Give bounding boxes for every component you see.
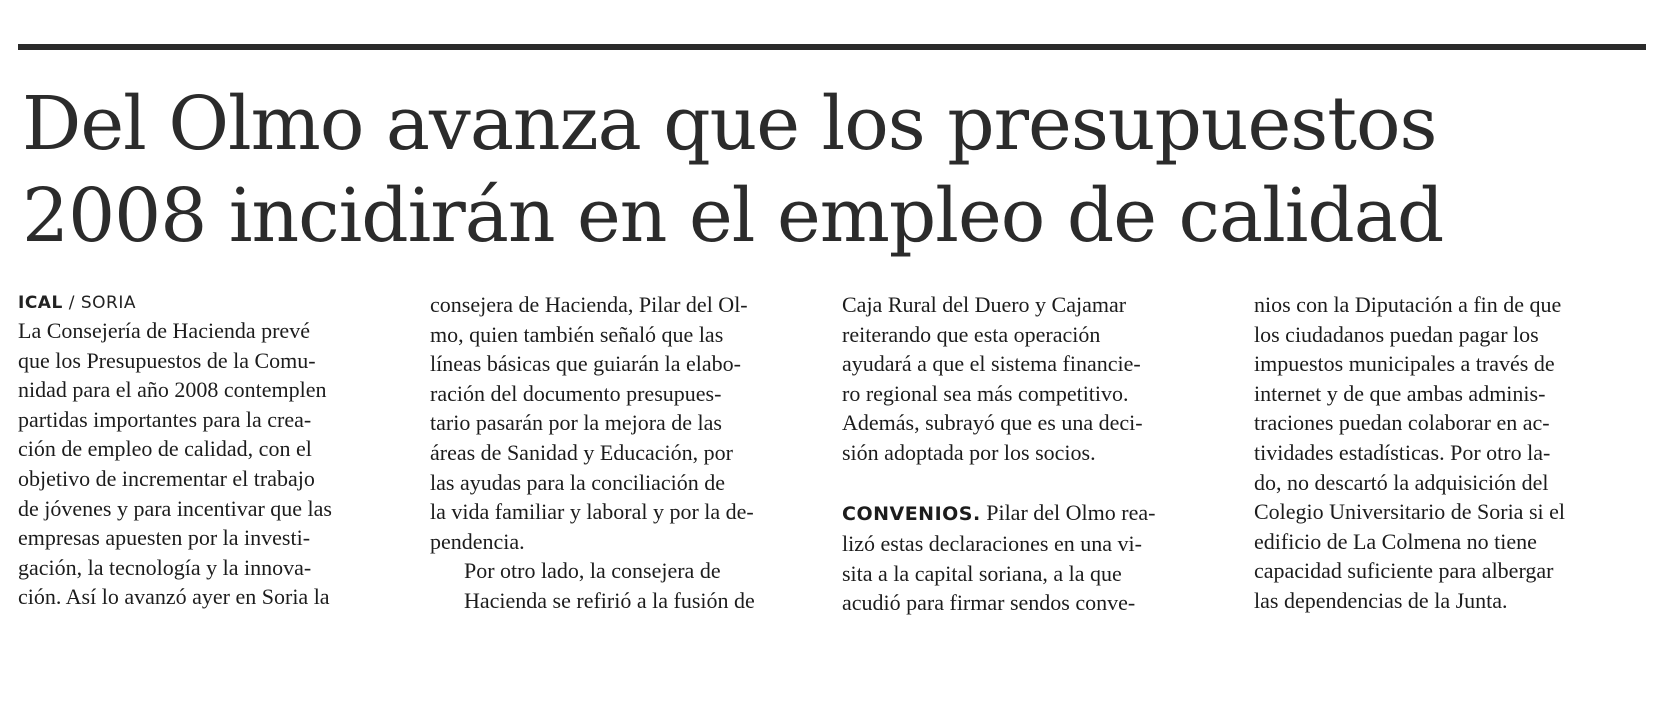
text-line: que los Presupuestos de la Comu- — [18, 347, 316, 373]
column-1-paragraph — [18, 316, 406, 612]
byline-agency: ICAL — [18, 293, 63, 313]
headline-line-1: Del Olmo avanza que los presupuestos — [22, 81, 1437, 167]
text-line: impuestos municipales a través de — [1254, 351, 1555, 377]
text-line: de jóvenes y para incentivar que las — [18, 495, 332, 521]
text-line: ayudará a que el sistema financie- — [842, 351, 1141, 377]
text-line: traciones puedan colaborar en ac- — [1254, 410, 1550, 436]
text-line: sita a la capital soriana, a la que — [842, 560, 1122, 586]
text-line: líneas básicas que guiarán la elabo- — [430, 351, 741, 377]
column-3-paragraph-2 — [842, 498, 1230, 618]
text-line: ración del documento presupues- — [430, 380, 722, 406]
byline — [18, 290, 406, 316]
column-1 — [18, 290, 406, 612]
text-line: Caja Rural del Duero y Cajamar — [842, 292, 1127, 317]
headline — [22, 78, 1642, 262]
text-line: Por otro lado, la consejera de — [464, 558, 721, 584]
text-line: Colegio Universitario de Soria si el — [1254, 499, 1565, 525]
column-2 — [430, 290, 818, 616]
text-line: acudió para firmar sendos conve- — [842, 590, 1136, 616]
text-line: capacidad suficiente para albergar — [1254, 558, 1554, 584]
headline-line-2: 2008 incidirán en el empleo de calidad — [22, 173, 1444, 259]
column-4 — [1254, 290, 1642, 616]
convenios-subhead: CONVENIOS. — [842, 502, 981, 525]
text-line: ción. Así lo avanzó ayer en Soria la — [18, 584, 330, 610]
text-line: internet y de que ambas adminis- — [1254, 380, 1546, 406]
text-line: reiterando que esta operación — [842, 321, 1101, 347]
text-line: áreas de Sanidad y Educación, por — [430, 439, 733, 465]
text-line: Hacienda se refirió a la fusión de — [464, 587, 755, 613]
text-line: ro regional sea más competitivo. — [842, 380, 1129, 406]
text-line: nidad para el año 2008 contemplen — [18, 377, 327, 403]
convenios-first-line — [842, 498, 1230, 530]
text-line: las ayudas para la conciliación de — [430, 469, 726, 495]
column-3 — [842, 290, 1230, 618]
text-line: do, no descartó la adquisición del — [1254, 469, 1549, 495]
text-line: pendencia. — [430, 528, 525, 554]
paragraph-gap — [842, 468, 1230, 498]
text-line: ción de empleo de calidad, con el — [18, 436, 312, 462]
text-line: la vida familiar y laboral y por la de- — [430, 499, 754, 525]
column-2-paragraph-1 — [430, 290, 818, 556]
byline-location: SORIA — [80, 293, 136, 313]
text-line: edificio de La Colmena no tiene — [1254, 528, 1537, 554]
text-line: partidas importantes para la crea- — [18, 406, 312, 432]
text-line: gación, la tecnología y la innova- — [18, 554, 312, 580]
column-4-paragraph — [1254, 290, 1642, 616]
text-line: empresas apuesten por la investi- — [18, 525, 311, 551]
top-rule — [18, 44, 1646, 50]
text-line: La Consejería de Hacienda prevé — [18, 318, 310, 343]
text-line: mo, quien también señaló que las — [430, 321, 724, 347]
text-line: nios con la Diputación a fin de que — [1254, 292, 1562, 317]
convenios-first-text: Pilar del Olmo rea- — [980, 499, 1156, 525]
text-line: objetivo de incrementar el trabajo — [18, 465, 315, 491]
byline-separator: / — [62, 293, 81, 313]
text-line: Además, subrayó que es una deci- — [842, 410, 1143, 436]
text-line: las dependencias de la Junta. — [1254, 587, 1508, 613]
convenios-lines — [842, 529, 1230, 618]
column-3-paragraph-1 — [842, 290, 1230, 468]
text-line: sión adoptada por los socios. — [842, 439, 1096, 465]
text-line: consejera de Hacienda, Pilar del Ol- — [430, 292, 748, 317]
text-line: tario pasarán por la mejora de las — [430, 410, 722, 436]
text-line: los ciudadanos puedan pagar los — [1254, 321, 1539, 347]
text-line: lizó estas declaraciones en una vi- — [842, 531, 1142, 557]
column-2-paragraph-2 — [430, 556, 818, 615]
text-line: tividades estadísticas. Por otro la- — [1254, 439, 1551, 465]
